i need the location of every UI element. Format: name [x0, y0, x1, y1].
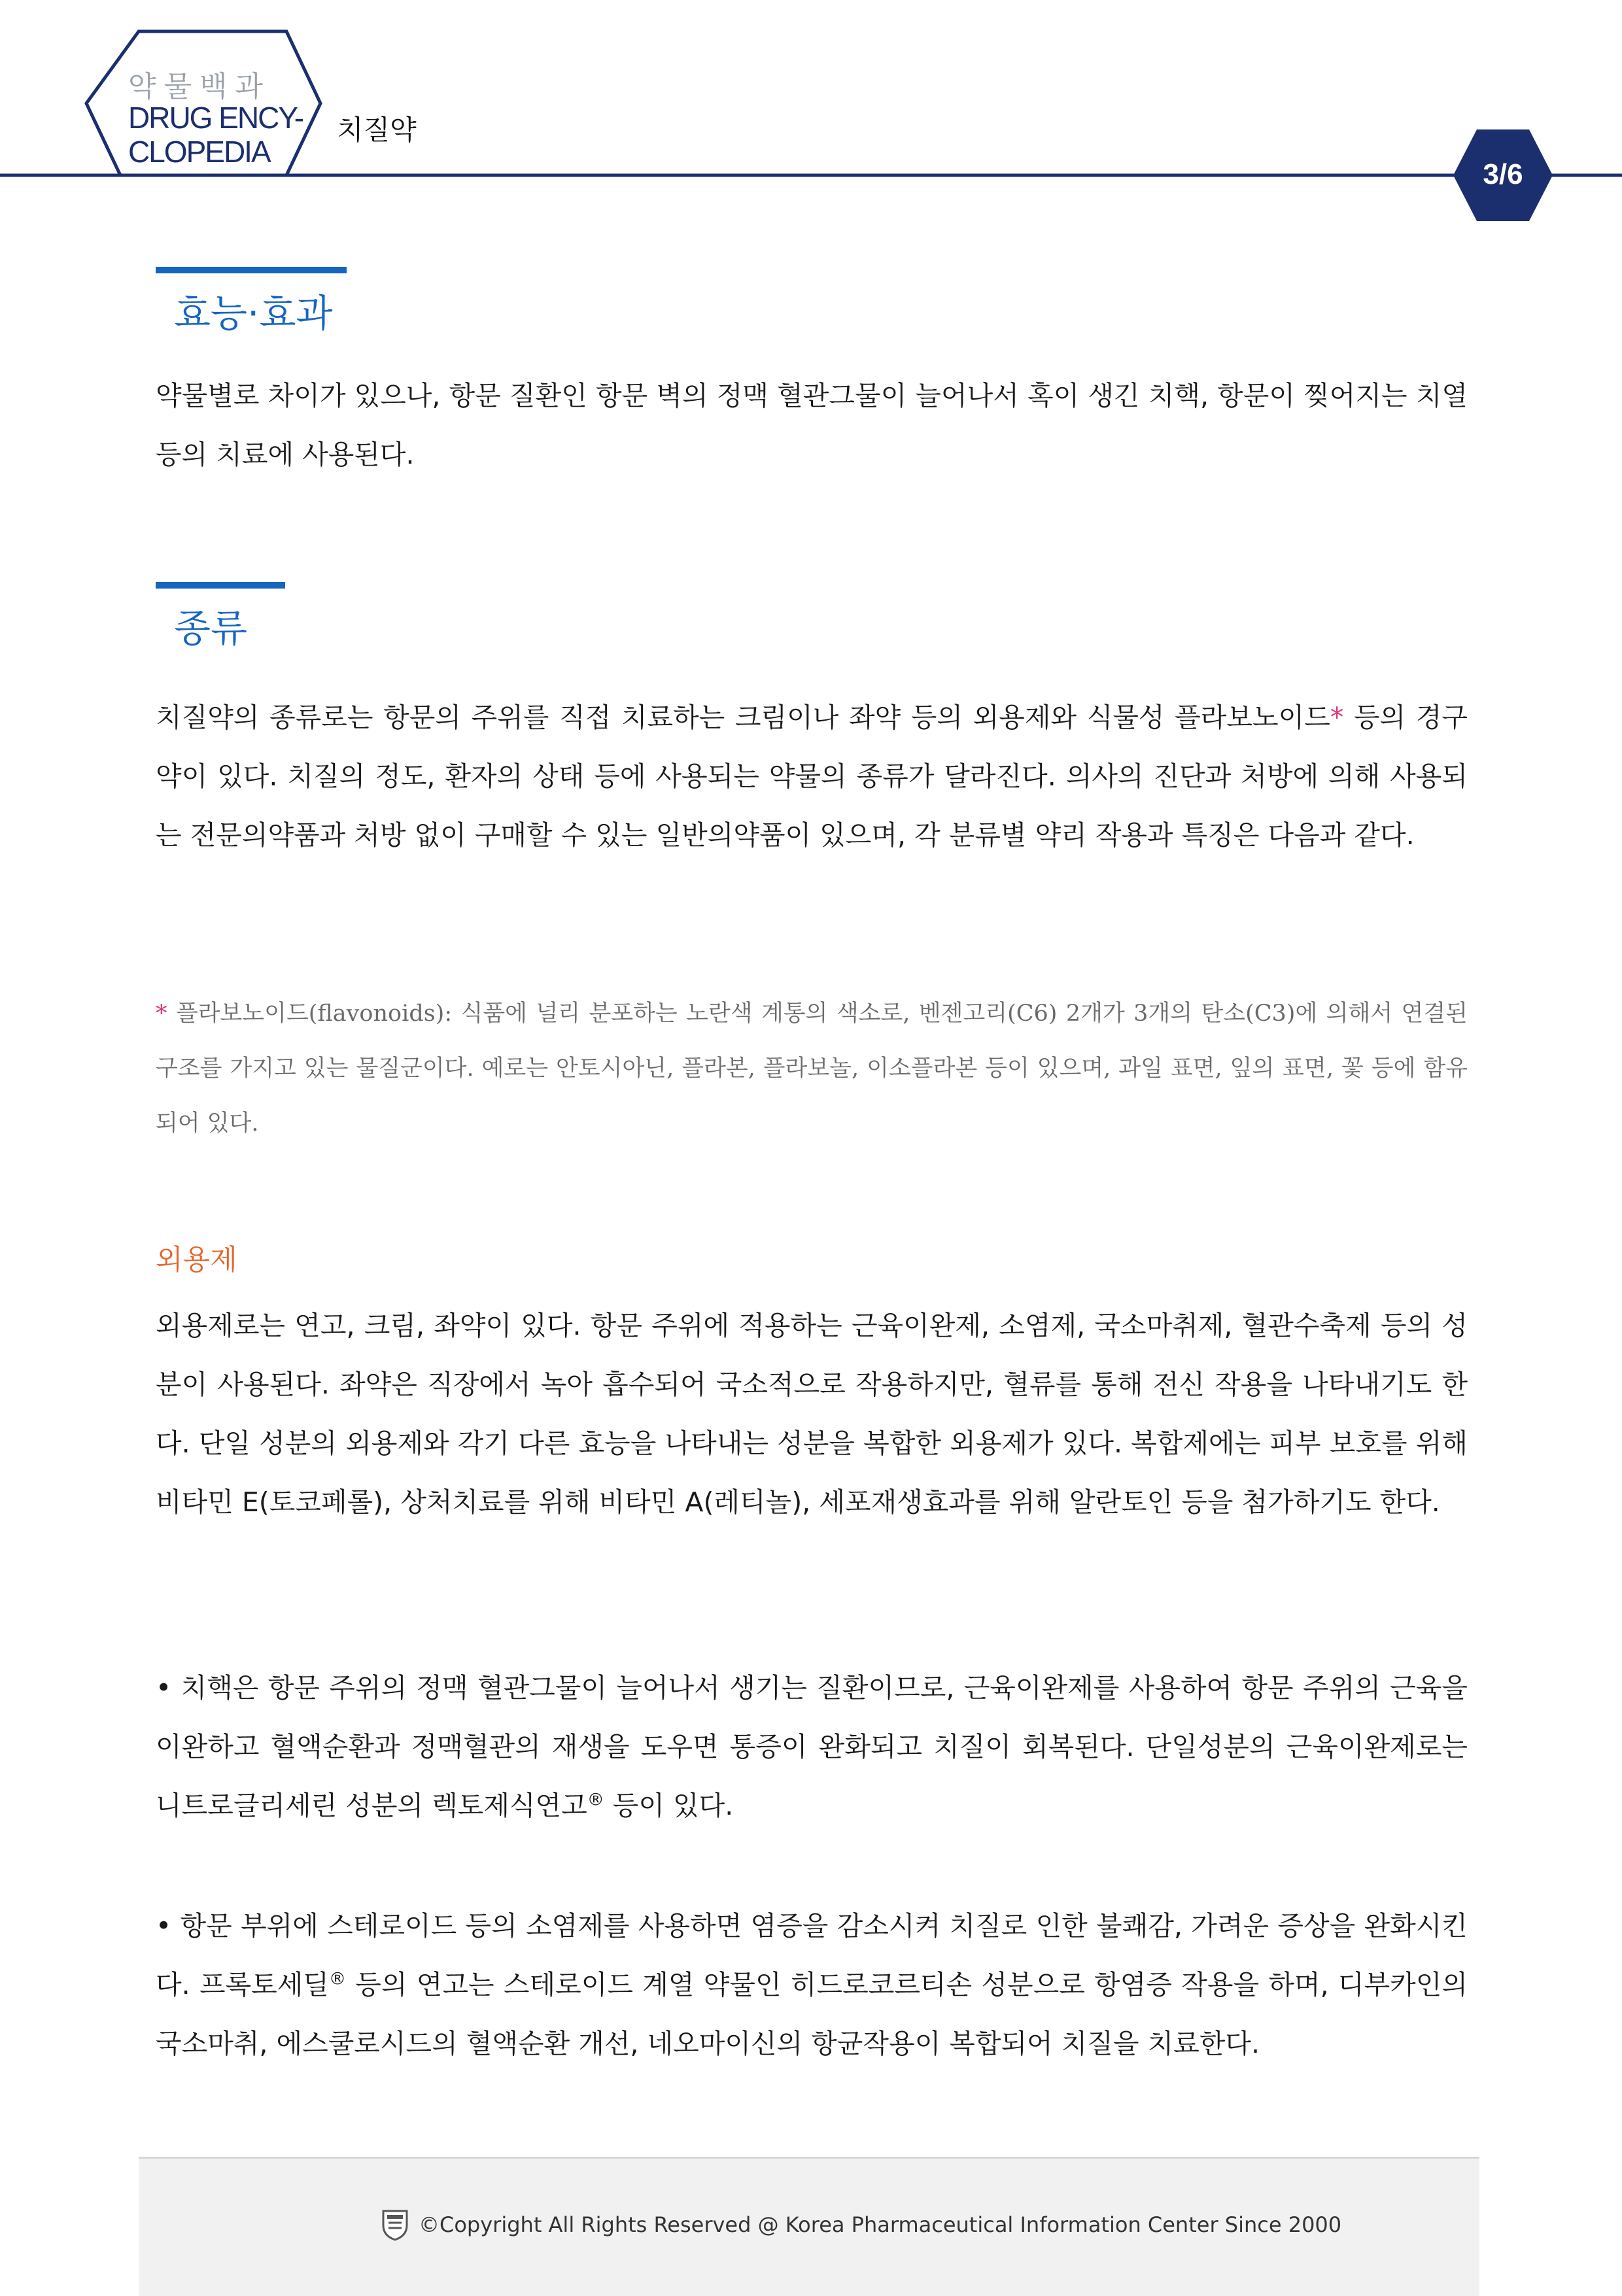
section-title-efficacy: 효능·효과	[174, 291, 333, 335]
document-title: 치질약	[337, 114, 417, 146]
bullet-1-text-part-1: • 치핵은 항문 주위의 정맥 혈관그물이 늘어나서 생기는 질환이므로, 근육이완제를 사용하여 항문 주위의 근육을 이완하고 혈액순환과 정맥혈관의 재생을 도우면 통증이 완화되고 치질이 회복된다. 단일성분의 근육이완제로는 니트로글리세린 성분의 렉토제식연고	[156, 1672, 1468, 1821]
bullet-item-hemorrhoid-relaxant	[156, 1658, 1468, 1835]
subsection-title-topical: 외용제	[156, 1244, 237, 1277]
topical-paragraph: 외용제로는 연고, 크림, 좌약이 있다. 항문 주위에 적용하는 근육이완제, 소염제, 국소마취제, 혈관수축제 등의 성분이 사용된다. 좌약은 직장에서 녹아 흡수되어 국소적으로 작용하지만, 혈류를 통해 전신 작용을 나타내기도 한다. 단일 성분의 외용제와 각기 다른 효능을 나타내는 성분을 복합한 외용제가 있다. 복합제에는 피부 보호를 위해 비타민 E(토코페롤), 상처치료를 위해 비타민 A(레티놀), 세포재생효과를 위해 알란토인 등을 첨가하기도 한다.	[156, 1310, 1468, 1518]
types-paragraph	[156, 688, 1468, 865]
logo-korean-text: 약물백과	[128, 70, 271, 103]
crest-icon	[381, 2208, 409, 2241]
bullet-1-text-part-2: 등이 있다.	[604, 1790, 734, 1821]
bullet-2-text-part-2: 등의 연고는 스테로이드 계열 약물인 히드로코르티손 성분으로 항염증 작용을 하며, 디부카인의 국소마취, 에스쿨로시드의 혈액순환 개선, 네오마이신의 항균작용이 복합되어 치질을 치료한다.	[156, 1969, 1468, 2059]
bullet-2-text-part-1: • 항문 부위에 스테로이드 등의 소염제를 사용하면 염증을 감소시켜 치질로 인한 불쾌감, 가려운 증상을 완화시킨다. 프록토세딜	[156, 1910, 1468, 2000]
registered-mark: ®	[328, 1969, 346, 1989]
efficacy-paragraph: 약물별로 차이가 있으나, 항문 질환인 항문 벽의 정맥 혈관그물이 늘어나서 혹이 생긴 치핵, 항문이 찢어지는 치열 등의 치료에 사용된다.	[156, 380, 1468, 470]
types-text-part-1: 치질약의 종류로는 항문의 주위를 직접 치료하는 크림이나 좌약 등의 외용제와 식물성 플라보노이드	[156, 702, 1330, 733]
page-number: 3/6	[1483, 158, 1523, 190]
section-bar-efficacy	[156, 267, 347, 273]
section-title-types: 종류	[174, 606, 248, 651]
footnote-paragraph	[156, 986, 1468, 1151]
logo-english-text: DRUG ENCY- CLOPEDIA	[128, 101, 303, 169]
section-bar-types	[156, 582, 285, 589]
page-header	[0, 0, 1622, 235]
footnote-mark: *	[1330, 702, 1344, 733]
footnote-text: 플라보노이드(flavonoids): 식품에 널리 분포하는 노란색 계통의 색소로, 벤젠고리(C6) 2개가 3개의 탄소(C3)에 의해서 연결된 구조를 가지고 있는 물질군이다. 예로는 안토시아닌, 플라본, 플라보놀, 이소플라본 등이 있으며, 과일 표면, 잎의 표면, 꽃 등에 함유되어 있다.	[156, 1001, 1468, 1137]
footnote-asterisk: *	[156, 1001, 167, 1027]
registered-mark: ®	[587, 1790, 604, 1810]
copyright-text: ©Copyright All Rights Reserved @ Korea Pharmaceutical Information Center Since 2000	[419, 2212, 1342, 2237]
bullet-item-steroid	[156, 1896, 1468, 2073]
types-text-part-2: 등의 경구약이 있다. 치질의 정도, 환자의 상태 등에 사용되는 약물의 종류가 달라진다. 의사의 진단과 처방에 의해 사용되는 전문의약품과 처방 없이 구매할 수 있는 일반의약품이 있으며, 각 분류별 약리 작용과 특징은 다음과 같다.	[156, 702, 1468, 851]
